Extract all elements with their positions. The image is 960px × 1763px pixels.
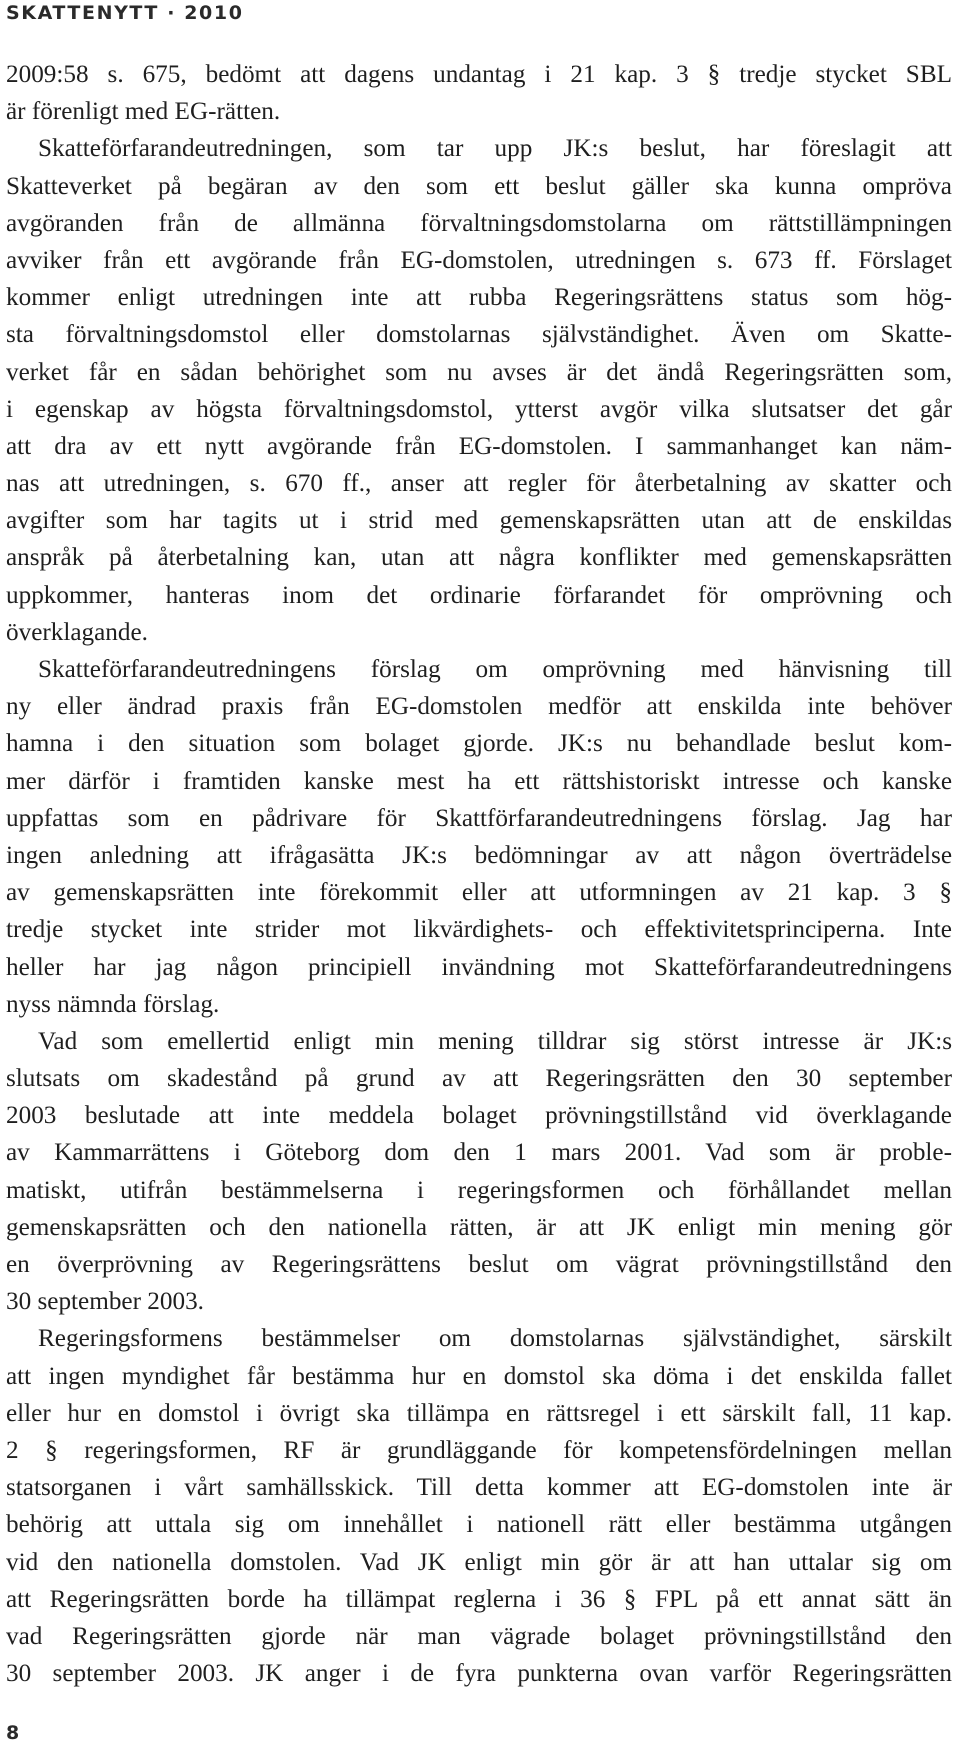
text-line: att ingen myndighet får bestämma hur en domstol ska döma i det enskilda fallet [6, 1362, 952, 1390]
text-line: matiskt, utifrån bestämmelserna i regeringsformen och förhållandet mellan [6, 1176, 952, 1204]
text-line: tredje stycket inte strider mot likvärdighets- och effektivitetsprinciperna. Inte [6, 916, 952, 944]
text-line: 2009:58 s. 675, bedömt att dagens undantag i 21 kap. 3 § tredje stycket SBL [6, 61, 952, 88]
text-line: är förenligt med EG-rätten. [6, 98, 281, 126]
text-line: 2 § regeringsformen, RF är grundläggande för kompetensfördelningen mellan [6, 1436, 952, 1464]
paragraph-first-line: Skatteförfarandeutredningen, som tar upp JK:s beslut, har föreslagit att [38, 135, 952, 163]
text-line: mer därför i framtiden kanske mest ha ett rättshistoriskt intresse och kanske [6, 767, 952, 795]
text-line: nas att utredningen, s. 670 ff., anser att regler för återbetalning av skatter och [6, 470, 952, 498]
text-line: anspråk på återbetalning kan, utan att några konflikter med gemenskapsrätten [6, 544, 952, 572]
text-line: 30 september 2003. [6, 1288, 204, 1316]
text-line: avviker från ett avgörande från EG-domstolen, utredningen s. 673 ff. Förslaget [6, 246, 952, 274]
text-line: hamna i den situation som bolaget gjorde. JK:s nu behandlade beslut kom- [6, 730, 952, 758]
running-head: SKATTENYTT · 2010 [6, 2, 244, 24]
text-line: verket får en sådan behörighet som nu avses är det ändå Regeringsrätten som, [6, 358, 952, 386]
text-line: ingen anledning att ifrågasätta JK:s bedömningar av att någon överträdelse [6, 841, 952, 869]
text-line: statsorganen i vårt samhällsskick. Till detta kommer att EG-domstolen inte är [6, 1474, 952, 1502]
text-line: uppkommer, hanteras inom det ordinarie förfarandet för omprövning och [6, 581, 952, 609]
text-line: Skatteverket på begäran av den som ett beslut gäller ska kunna ompröva [6, 172, 952, 200]
text-line: gemenskapsrätten och den nationella rätten, är att JK enligt min mening gör [6, 1213, 952, 1241]
text-line: avgifter som har tagits ut i strid med gemenskapsrätten utan att de enskildas [6, 507, 952, 535]
paragraph-first-line: Regeringsformens bestämmelser om domstolarnas självständighet, särskilt [38, 1325, 952, 1353]
text-line: vid den nationella domstolen. Vad JK enligt min gör är att han uttalar sig om [6, 1548, 952, 1576]
text-line: kommer enligt utredningen inte att rubba Regeringsrättens status som hög- [6, 284, 952, 312]
text-line: nyss nämnda förslag. [6, 990, 220, 1018]
text-line: uppfattas som en pådrivare för Skattförfarandeutredningens förslag. Jag har [6, 804, 952, 832]
text-line: att Regeringsrätten borde ha tillämpat reglerna i 36 § FPL på ett annat sätt än [6, 1585, 952, 1613]
text-line: eller hur en domstol i övrigt ska tillämpa en rättsregel i ett särskilt fall, 11 kap. [6, 1399, 952, 1427]
body-text [6, 56, 952, 1692]
paragraph-first-line: Vad som emellertid enligt min mening tilldrar sig störst intresse är JK:s [38, 1027, 952, 1055]
text-line: i egenskap av högsta förvaltningsdomstol, ytterst avgör vilka slutsatser det går [6, 395, 952, 423]
text-line: en överprövning av Regeringsrättens beslut om vägrat prövningstillstånd den [6, 1251, 952, 1278]
page-number: 8 [6, 1722, 20, 1744]
text-line: 30 september 2003. JK anger i de fyra punkterna ovan varför Regeringsrätten [6, 1660, 952, 1688]
paragraph-first-line: Skatteförfarandeutredningens förslag om omprövning med hänvisning till [38, 656, 952, 683]
text-line: slutsats om skadestånd på grund av att Regeringsrätten den 30 september [6, 1065, 952, 1093]
text-line: överklagande. [6, 618, 148, 646]
text-line: heller har jag någon principiell invändning mot Skatteförfarandeutredningens [6, 953, 952, 981]
text-line: vad Regeringsrätten gjorde när man vägrade bolaget prövningstillstånd den [6, 1622, 952, 1650]
text-line: sta förvaltningsdomstol eller domstolarnas självständighet. Även om Skatte- [6, 321, 952, 349]
text-line: avgöranden från de allmänna förvaltningsdomstolarna om rättstillämpningen [6, 209, 952, 237]
text-line: ny eller ändrad praxis från EG-domstolen medför att enskilda inte behöver [6, 693, 952, 721]
text-line: att dra av ett nytt avgörande från EG-domstolen. I sammanhanget kan näm- [6, 432, 952, 460]
text-line: behörig att uttala sig om innehållet i nationell rätt eller bestämma utgången [6, 1511, 952, 1539]
text-line: av Kammarrättens i Göteborg dom den 1 mars 2001. Vad som är proble- [6, 1139, 952, 1167]
text-line: av gemenskapsrätten inte förekommit eller att utformningen av 21 kap. 3 § [6, 879, 952, 907]
text-line: 2003 beslutade att inte meddela bolaget prövningstillstånd vid överklagande [6, 1102, 952, 1130]
